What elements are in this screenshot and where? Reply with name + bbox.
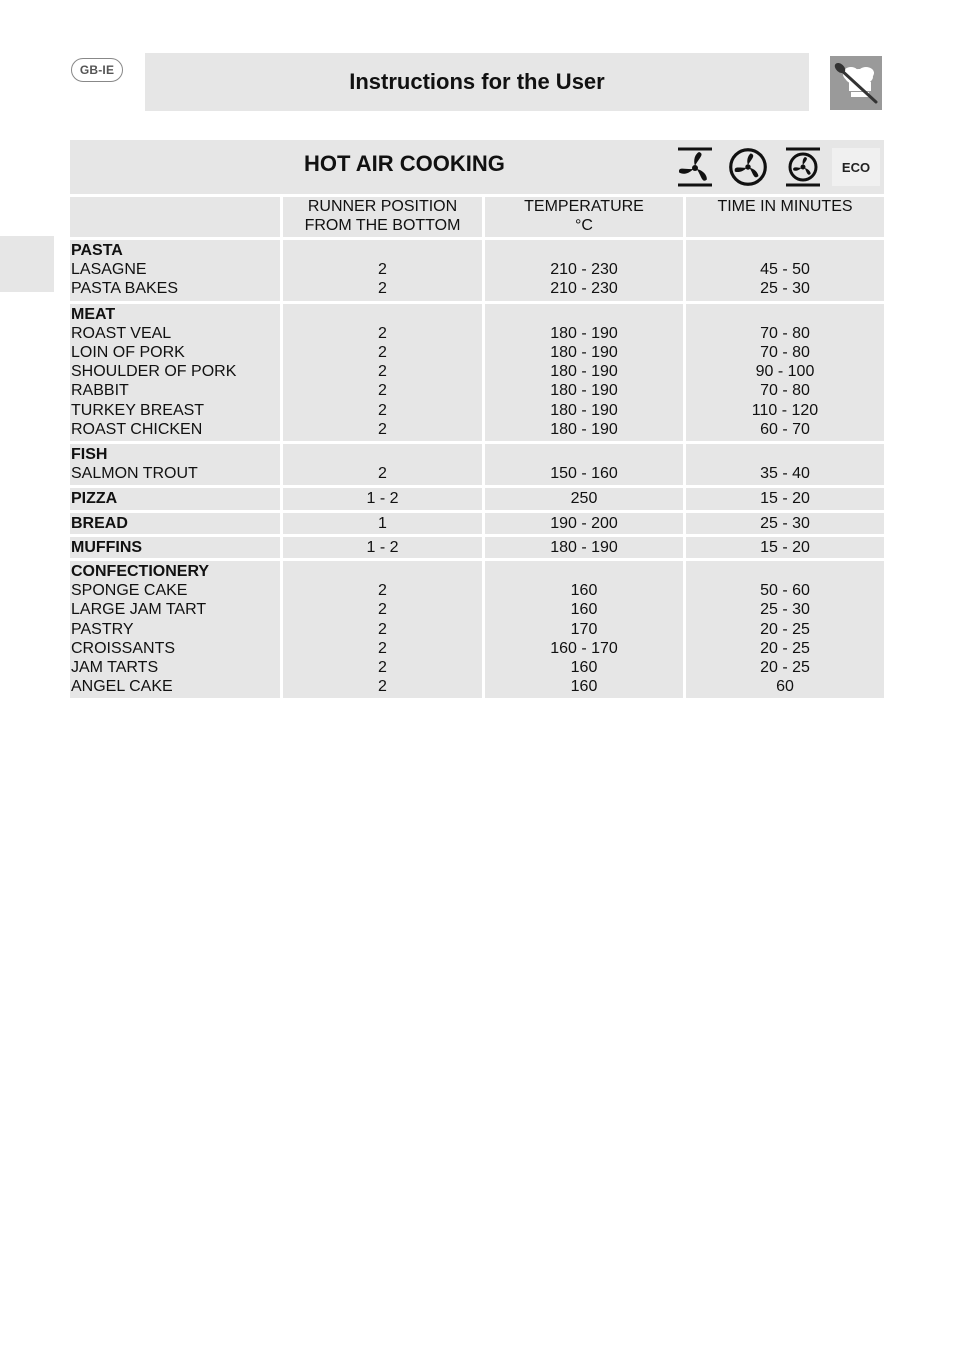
temperature: 160 — [570, 601, 598, 619]
spacer — [686, 445, 884, 464]
time-minutes: 25 - 30 — [760, 601, 810, 619]
table-cell-col-3 — [686, 537, 884, 558]
temperature: 160 — [570, 678, 598, 696]
runner-position: 2 — [378, 601, 387, 619]
dish-name: PASTA BAKES — [71, 280, 179, 298]
table-cell-col-1 — [283, 488, 482, 509]
dish-name: SALMON TROUT — [71, 465, 198, 483]
dish-name: ANGEL CAKE — [71, 678, 173, 696]
spacer — [283, 241, 482, 260]
temperature: 180 - 190 — [550, 401, 618, 419]
table-group-pasta — [70, 240, 884, 301]
runner-position: 1 — [378, 514, 387, 532]
table-title-bar — [70, 140, 884, 194]
runner-position: 2 — [378, 639, 387, 657]
fan-icon — [728, 145, 768, 189]
runner-position: 2 — [378, 261, 387, 279]
category-label: FISH — [71, 446, 108, 463]
table-group-fish — [70, 444, 884, 485]
time-minutes: 25 - 30 — [760, 280, 810, 298]
table-cell-col-1 — [283, 561, 482, 698]
temperature: 180 - 190 — [550, 324, 618, 342]
column-header-line: RUNNER POSITION — [307, 198, 458, 215]
temperature: 190 - 200 — [550, 514, 618, 532]
table-cell-col-2 — [485, 240, 683, 301]
temperature: 160 — [570, 582, 598, 600]
temperature: 250 — [570, 490, 598, 508]
runner-position: 2 — [378, 401, 387, 419]
table-row — [70, 513, 884, 534]
runner-position: 2 — [378, 678, 387, 696]
category-label: CONFECTIONERY — [71, 563, 210, 580]
chef-hat-spoon-icon — [830, 56, 882, 110]
table-cell-col-3 — [686, 488, 884, 509]
spacer — [283, 305, 482, 324]
column-header-line: TEMPERATURE — [524, 198, 644, 215]
table-cell-col-2 — [485, 537, 683, 558]
spacer — [686, 305, 884, 324]
temperature: 210 - 230 — [550, 280, 618, 298]
table-cell-col-3 — [686, 304, 884, 441]
table-header-row — [70, 197, 884, 237]
table-cell-col-0 — [70, 513, 280, 534]
time-minutes: 35 - 40 — [760, 465, 810, 483]
spacer — [283, 445, 482, 464]
table-cell-col-2 — [485, 513, 683, 534]
dish-name: JAM TARTS — [71, 658, 159, 676]
temperature: 150 - 160 — [550, 465, 618, 483]
runner-position: 2 — [378, 582, 387, 600]
time-minutes: 110 - 120 — [751, 401, 819, 419]
table-cell-col-3 — [686, 444, 884, 485]
category-label: BREAD — [71, 514, 128, 532]
table-cell-col-1 — [283, 444, 482, 485]
table-row — [70, 488, 884, 509]
dish-name: SPONGE CAKE — [71, 582, 188, 600]
table-cell-col-1 — [283, 513, 482, 534]
column-header-line: FROM THE BOTTOM — [304, 217, 461, 235]
runner-position: 2 — [378, 324, 387, 342]
dish-name: ROAST CHICKEN — [71, 420, 203, 438]
time-minutes: 20 - 25 — [760, 658, 810, 676]
dish-name: CROISSANTS — [71, 639, 176, 657]
table-cell-col-0 — [70, 197, 280, 237]
table-cell-col-2 — [485, 304, 683, 441]
table-cell-col-2 — [485, 488, 683, 509]
chef-spoon-logo — [830, 56, 882, 110]
temperature: 160 - 170 — [550, 639, 618, 657]
table-title: HOT AIR COOKING — [304, 151, 505, 176]
spacer — [686, 241, 884, 260]
runner-position: 2 — [378, 280, 387, 298]
dish-name: TURKEY BREAST — [71, 401, 205, 419]
table-cell-col-1 — [283, 304, 482, 441]
runner-position: 2 — [378, 343, 387, 361]
category-label: PIZZA — [71, 490, 118, 508]
category-label: PASTA — [71, 242, 123, 259]
spacer — [485, 241, 683, 260]
table-cell-col-0 — [70, 561, 280, 698]
temperature: 180 - 190 — [550, 420, 618, 438]
spacer — [485, 305, 683, 324]
table-cell-col-0 — [70, 304, 280, 441]
spacer — [485, 445, 683, 464]
table-cell-col-1 — [283, 240, 482, 301]
time-minutes: 20 - 25 — [760, 639, 810, 657]
runner-position: 1 - 2 — [366, 490, 399, 508]
dish-name: LOIN OF PORK — [71, 343, 185, 361]
table-group-confectionery — [70, 561, 884, 698]
time-minutes: 20 - 25 — [760, 620, 810, 638]
time-minutes: 45 - 50 — [760, 261, 810, 279]
dish-name: LARGE JAM TART — [71, 601, 207, 619]
runner-position: 1 - 2 — [366, 538, 399, 556]
dish-name: LASAGNE — [71, 261, 147, 279]
column-header-line: TIME IN MINUTES — [717, 198, 853, 215]
time-minutes: 60 - 70 — [760, 420, 810, 438]
runner-position: 2 — [378, 363, 387, 381]
table-row — [70, 537, 884, 558]
spacer — [283, 562, 482, 581]
temperature: 180 - 190 — [550, 382, 618, 400]
time-minutes: 70 - 80 — [760, 324, 810, 342]
fan-grill-icon — [675, 145, 715, 189]
page-title: Instructions for the User — [349, 69, 605, 94]
header-bar — [145, 53, 809, 111]
runner-position: 2 — [378, 465, 387, 483]
region-badge: GB-IE — [71, 58, 123, 82]
runner-position: 2 — [378, 620, 387, 638]
temperature: 180 - 190 — [550, 538, 618, 556]
eco-label: ECO — [832, 148, 880, 186]
side-tab-marker — [0, 236, 54, 292]
temperature: 170 — [570, 620, 598, 638]
table-cell-col-2 — [485, 197, 683, 237]
dish-name: RABBIT — [71, 382, 129, 400]
spacer — [485, 562, 683, 581]
table-cell-col-3 — [686, 240, 884, 301]
spacer — [686, 562, 884, 581]
table-cell-col-2 — [485, 444, 683, 485]
table-cell-col-1 — [283, 537, 482, 558]
time-minutes: 90 - 100 — [755, 363, 815, 381]
column-header-line: °C — [575, 217, 593, 235]
dish-name: PASTRY — [71, 620, 134, 638]
temperature: 180 - 190 — [550, 363, 618, 381]
time-minutes: 25 - 30 — [760, 514, 810, 532]
table-group-meat — [70, 304, 884, 441]
table-cell-col-3 — [686, 513, 884, 534]
time-minutes: 60 — [776, 678, 794, 696]
table-cell-col-0 — [70, 444, 280, 485]
dish-name: SHOULDER OF PORK — [71, 363, 237, 381]
runner-position: 2 — [378, 658, 387, 676]
runner-position: 2 — [378, 382, 387, 400]
table-cell-col-2 — [485, 561, 683, 698]
temperature: 210 - 230 — [550, 261, 618, 279]
time-minutes: 50 - 60 — [760, 582, 810, 600]
table-cell-col-3 — [686, 197, 884, 237]
temperature: 180 - 190 — [550, 343, 618, 361]
table-cell-col-1 — [283, 197, 482, 237]
table-cell-col-3 — [686, 561, 884, 698]
time-minutes: 15 - 20 — [760, 490, 810, 508]
time-minutes: 70 - 80 — [760, 343, 810, 361]
category-label: MUFFINS — [71, 538, 143, 556]
dish-name: ROAST VEAL — [71, 324, 172, 342]
table-cell-col-0 — [70, 240, 280, 301]
table-cell-col-0 — [70, 488, 280, 509]
fan-circular-element-icon — [783, 145, 823, 189]
runner-position: 2 — [378, 420, 387, 438]
time-minutes: 70 - 80 — [760, 382, 810, 400]
table-cell-col-0 — [70, 537, 280, 558]
time-minutes: 15 - 20 — [760, 538, 810, 556]
temperature: 160 — [570, 658, 598, 676]
category-label: MEAT — [71, 305, 116, 323]
